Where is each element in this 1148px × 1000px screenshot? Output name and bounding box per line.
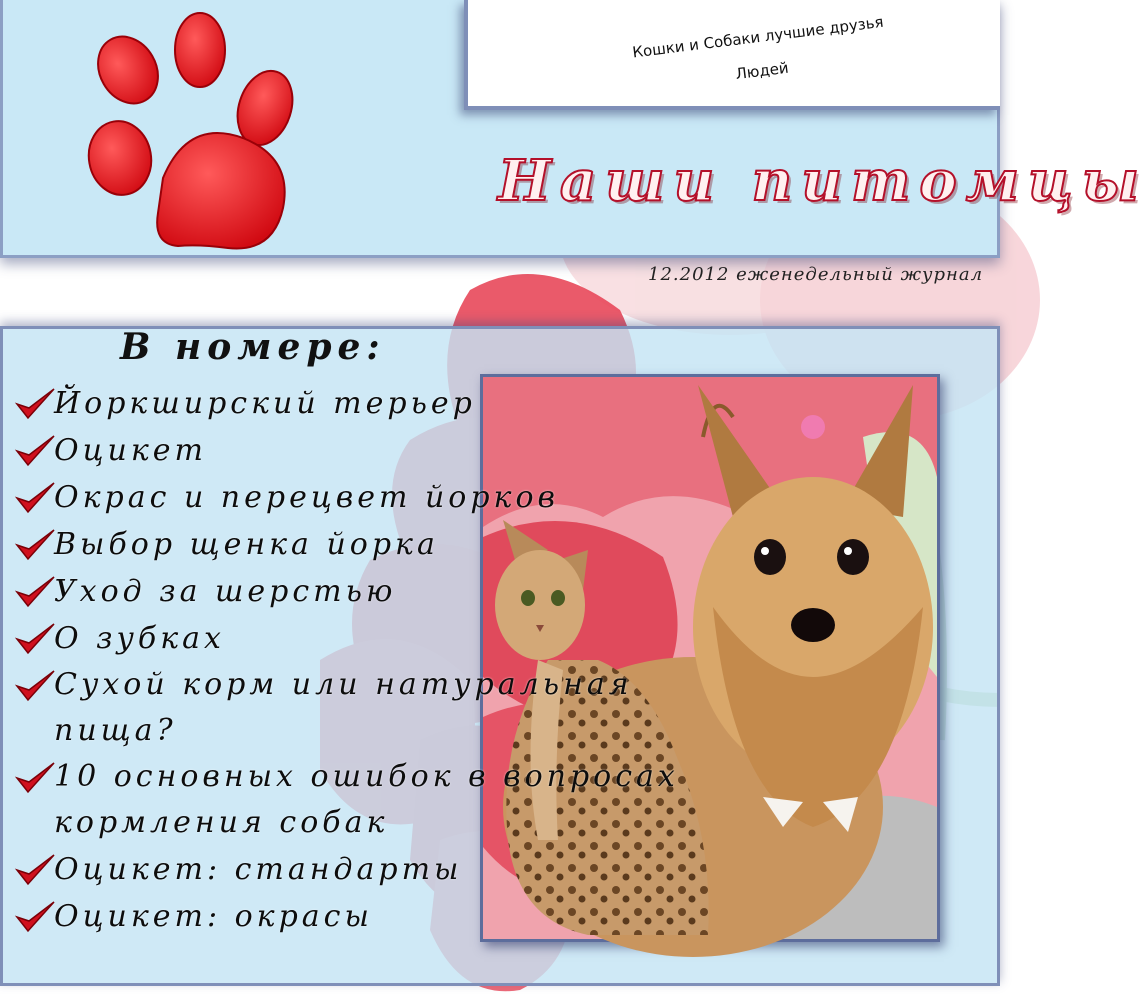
list-item[interactable] xyxy=(14,754,694,846)
list-item-label: О зубках xyxy=(54,621,225,656)
red-checkmark-icon xyxy=(14,480,56,516)
red-checkmark-icon xyxy=(14,760,56,796)
red-checkmark-icon xyxy=(14,433,56,469)
tagline-line-1: Кошки и Собаки лучшие друзья xyxy=(631,12,885,62)
list-item-label: Окрас и перецвет йорков xyxy=(54,480,559,515)
list-item-label: 10 основных ошибок в вопросах кормления собак xyxy=(54,759,679,840)
list-item-label: Йоркширский терьер xyxy=(54,386,476,421)
list-item-label: Сухой корм или натуральная пища? xyxy=(54,667,633,748)
red-checkmark-icon xyxy=(14,899,56,935)
list-item-label: Оцикет: стандарты xyxy=(54,852,463,887)
issue-date-line: 12.2012 еженедельный журнал xyxy=(648,264,984,285)
red-checkmark-icon xyxy=(14,527,56,563)
red-checkmark-icon xyxy=(14,574,56,610)
list-item[interactable] xyxy=(14,521,694,568)
list-item[interactable] xyxy=(14,380,694,427)
red-checkmark-icon xyxy=(14,852,56,888)
magazine-title: Наши питомцы xyxy=(498,148,1148,214)
contents-heading: В номере: xyxy=(120,326,386,368)
list-item[interactable] xyxy=(14,893,694,940)
list-item-label: Уход за шерстью xyxy=(54,574,397,609)
paw-print-icon xyxy=(78,8,308,260)
list-item[interactable] xyxy=(14,846,694,893)
tagline-line-2: Людей xyxy=(734,58,790,84)
contents-list xyxy=(14,380,694,940)
red-checkmark-icon xyxy=(14,386,56,422)
red-checkmark-icon xyxy=(14,621,56,657)
list-item-label: Выбор щенка йорка xyxy=(54,527,439,562)
list-item-label: Оцикет xyxy=(54,433,207,468)
list-item[interactable] xyxy=(14,568,694,615)
red-checkmark-icon xyxy=(14,668,56,704)
list-item[interactable] xyxy=(14,474,694,521)
list-item[interactable] xyxy=(14,615,694,662)
list-item[interactable] xyxy=(14,662,694,754)
list-item[interactable] xyxy=(14,427,694,474)
list-item-label: Оцикет: окрасы xyxy=(54,899,373,934)
